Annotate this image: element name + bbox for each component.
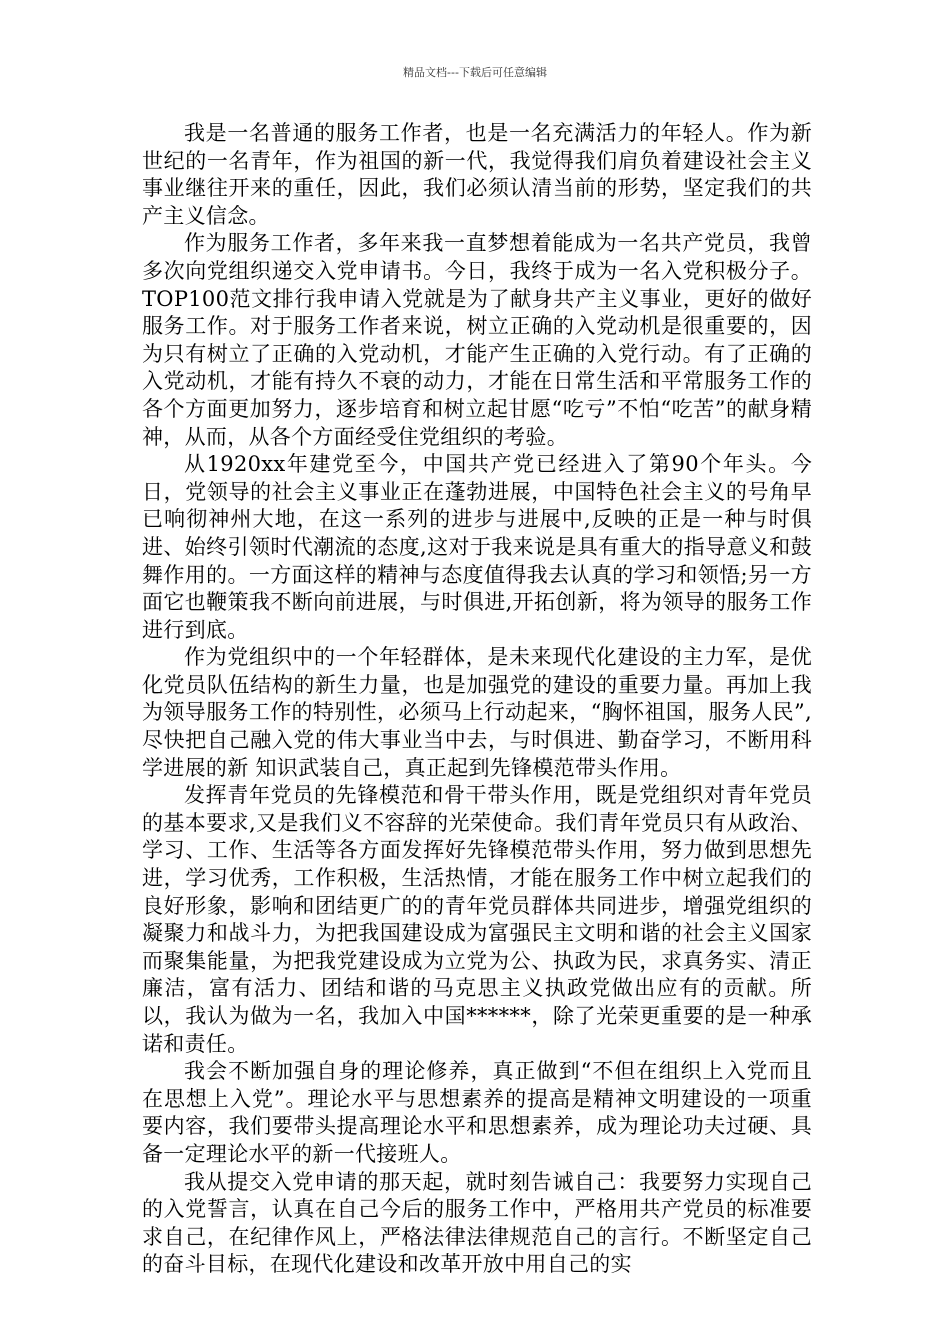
paragraph-1: 我是一名普通的服务工作者，也是一名充满活力的年轻人。作为新世纪的一名青年，作为祖国的新一代，我觉得我们肩负着建设社会主义事业继往开来的重任，因此，我们必须认清当前的形势，坚定我们的共产主义信念。 (142, 121, 812, 228)
page-header: 精品文档---下载后可任意编辑 (403, 66, 547, 79)
paragraph-7: 我从提交入党申请的那天起，就时刻告诫自己：我要努力实现自己的入党誓言，认真在自己今后的服务工作中，严格用共产党员的标准要求自己，在纪律作风上，严格法律法律规范自己的言行。不断坚定自己的奋斗目标，在现代化建设和改革开放中用自己的实 (142, 1169, 812, 1277)
paragraph-4: 作为党组织中的一个年轻群体，是未来现代化建设的主力军，是优化党员队伍结构的新生力量，也是加强党的建设的重要力量。再加上我为领导服务工作的特别性，必须马上行动起来，“胸怀祖国，服务人民”,尽快把自己融入党的伟大事业当中去，与时俱进、勤奋学习，不断用科学进展的新 知识武装自己，真正起到先锋模范带头作用。 (142, 645, 812, 780)
document-body (142, 120, 812, 1279)
paragraph-5: 发挥青年党员的先锋模范和骨干带头作用，既是党组织对青年党员的基本要求,又是我们义不容辞的光荣使命。我们青年党员只有从政治、学习、工作、生活等各方面发挥好先锋模范带头作用，努力做到思想先进，学习优秀，工作积极，生活热情，才能在服务工作中树立起我们的良好形象，影响和团结更广的的青年党员群体共同进步，增强党组织的凝聚力和战斗力，为把我国建设成为富强民主文明和谐的社会主义国家而聚集能量，为把我党建设成为立党为公、执政为民，求真务实、清正廉洁，富有活力、团结和谐的马克思主义执政党做出应有的贡献。所以，我认为做为一名，我加入中国******，除了光荣更重要的是一种承诺和责任。 (142, 783, 812, 1056)
paragraph-6: 我会不断加强自身的理论修养，真正做到“不但在组织上入党而且在思想上入党”。理论水平与思想素养的提高是精神文明建设的一项重要内容，我们要带头提高理论水平和思想素养，成为理论功夫过硬、具备一定理论水平的新一代接班人。 (142, 1059, 812, 1166)
paragraph-2: 作为服务工作者，多年来我一直梦想着能成为一名共产党员，我曾多次向党组织递交入党申请书。今日，我终于成为一名入党积极分子。TOP100范文排行我申请入党就是为了献身共产主义事业，更好的做好服务工作。对于服务工作者来说，树立正确的入党动机是很重要的，因为只有树立了正确的入党动机，才能产生正确的入党行动。有了正确的入党动机，才能有持久不衰的动力，才能在日常生活和平常服务工作的各个方面更加努力，逐步培育和树立起甘愿“吃亏”不怕“吃苦”的献身精神，从而，从各个方面经受住党组织的考验。 (142, 231, 812, 449)
paragraph-3: 从1920xx年建党至今，中国共产党已经进入了第90个年头。今日，党领导的社会主义事业正在蓬勃进展，中国特色社会主义的号角早已响彻神州大地，在这一系列的进步与进展中,反映的正是一种与时俱进、始终引领时代潮流的态度,这对于我来说是具有重大的指导意义和鼓舞作用的。一方面这样的精神与态度值得我去认真的学习和领悟;另一方面它也鞭策我不断向前进展，与时俱进,开拓创新，将为领导的服务工作进行到底。 (142, 452, 812, 642)
